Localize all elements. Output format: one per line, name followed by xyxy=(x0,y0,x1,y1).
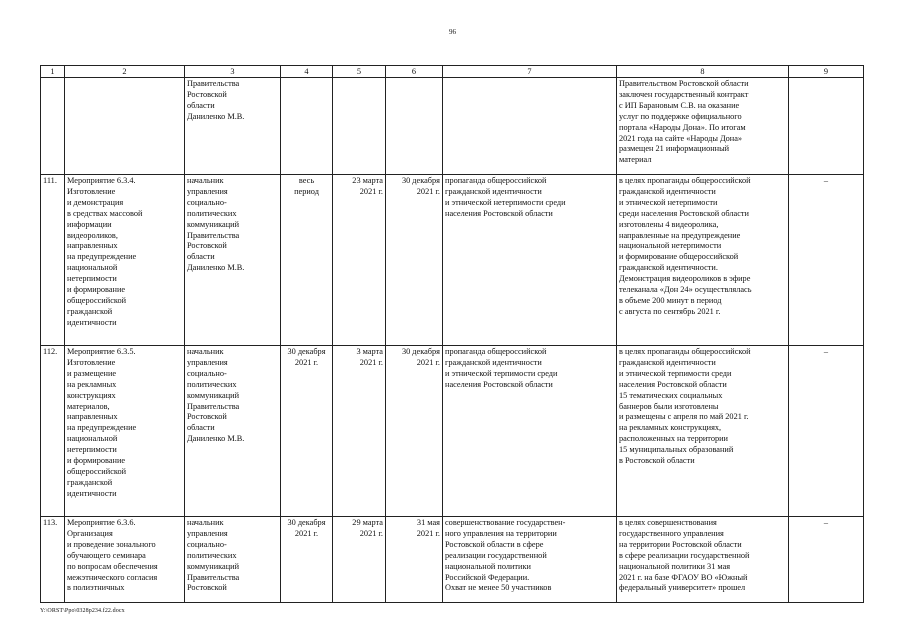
plan-start-cell: 30 декабря 2021 г. xyxy=(281,346,333,517)
table-row xyxy=(41,78,864,175)
column-header: 7 xyxy=(443,66,617,78)
plan-end-cell: 3 марта 2021 г. xyxy=(333,346,386,517)
document-path-footer: Y:\ORST\Ppo\0328p234.f22.docx xyxy=(40,608,125,614)
actual-result-cell: Правительством Ростовской области заключен государственный контракт с ИП Барановым С.В. на оказание услуг по поддержке официального портала «Народы Дона». По итогам 2021 года на сайте «Народы Дона» размещен 21 информационный материал xyxy=(617,78,789,175)
actual-result-cell: в целях пропаганды общероссийской гражданской идентичности и этнической нетерпимости среди населения Ростовской области изготовлены 4 видеоролика, направленные на предупреждение национальной нетерпимости и формирование общероссийской гражданской идентичности. Демонстрация видеороликов в эфире телеканала «Дон 24» осуществлялась в объеме 200 минут в период с августа по сентябрь 2021 г. xyxy=(617,175,789,346)
event-cell: Мероприятие 6.3.6. Организация и проведение зонального обучающего семинара по вопросам обеспечения межэтнического согласия в полиэтничных xyxy=(65,517,185,603)
fact-end-cell: 30 декабря 2021 г. xyxy=(386,346,443,517)
column-header: 8 xyxy=(617,66,789,78)
table-row xyxy=(41,517,864,603)
plan-end-cell: 23 марта 2021 г. xyxy=(333,175,386,346)
responsible-cell: начальник управления социально- политических коммуникаций Правительства Ростовской области Даниленко М.В. xyxy=(185,175,281,346)
column-header: 1 xyxy=(41,66,65,78)
note-cell: – xyxy=(789,175,864,346)
column-header: 3 xyxy=(185,66,281,78)
plan-end-cell xyxy=(333,78,386,175)
event-cell xyxy=(65,78,185,175)
actual-result-cell: в целях совершенствования государственного управления на территории Ростовской области в сфере реализации государственной национальной политики 31 мая 2021 г. на базе ФГАОУ ВО «Южный федеральный университет» прошел xyxy=(617,517,789,603)
actual-result-cell: в целях пропаганды общероссийской гражданской идентичности и этнической терпимости среди населения Ростовской области 15 тематических социальных баннеров были изготовлены и размещены с апреля по май 2021 г. на рекламных конструкциях, расположенных на территории 15 муниципальных образований в Ростовской области xyxy=(617,346,789,517)
responsible-cell: Правительства Ростовской области Даниленко М.В. xyxy=(185,78,281,175)
table-row xyxy=(41,175,864,346)
expected-result-cell: пропаганда общероссийской гражданской идентичности и этнической терпимости среди населения Ростовской области xyxy=(443,346,617,517)
row-number-cell: 111. xyxy=(41,175,65,346)
row-number-cell xyxy=(41,78,65,175)
expected-result-cell: пропаганда общероссийской гражданской идентичности и этнической нетерпимости среди населения Ростовской области xyxy=(443,175,617,346)
column-header: 2 xyxy=(65,66,185,78)
responsible-cell: начальник управления социально- политических коммуникаций Правительства Ростовской области Даниленко М.В. xyxy=(185,346,281,517)
fact-end-cell: 30 декабря 2021 г. xyxy=(386,175,443,346)
event-cell: Мероприятие 6.3.5. Изготовление и размещение на рекламных конструкциях материалов, направленных на предупреждение национальной нетерпимости и формирование общероссийской гражданской идентичности xyxy=(65,346,185,517)
note-cell: – xyxy=(789,346,864,517)
expected-result-cell: совершенствование государствен- ного управления на территории Ростовской области в сфере реализации государственной национальной политики Российской Федерации. Охват не менее 50 участников xyxy=(443,517,617,603)
page-number: 96 xyxy=(449,28,456,36)
column-header: 5 xyxy=(333,66,386,78)
row-number-cell: 112. xyxy=(41,346,65,517)
note-cell: – xyxy=(789,517,864,603)
column-number-row xyxy=(41,66,864,78)
expected-result-cell xyxy=(443,78,617,175)
column-header: 9 xyxy=(789,66,864,78)
plan-start-cell: 30 декабря 2021 г. xyxy=(281,517,333,603)
report-table xyxy=(40,65,864,603)
column-header: 6 xyxy=(386,66,443,78)
event-cell: Мероприятие 6.3.4. Изготовление и демонстрация в средствах массовой информации видеороликов, направленных на предупреждение национальной нетерпимости и формирование общероссийской гражданской идентичности xyxy=(65,175,185,346)
plan-start-cell: весь период xyxy=(281,175,333,346)
note-cell xyxy=(789,78,864,175)
fact-end-cell: 31 мая 2021 г. xyxy=(386,517,443,603)
row-number-cell: 113. xyxy=(41,517,65,603)
column-header: 4 xyxy=(281,66,333,78)
plan-end-cell: 29 марта 2021 г. xyxy=(333,517,386,603)
table-row xyxy=(41,346,864,517)
fact-end-cell xyxy=(386,78,443,175)
responsible-cell: начальник управления социально- политических коммуникаций Правительства Ростовской xyxy=(185,517,281,603)
plan-start-cell xyxy=(281,78,333,175)
